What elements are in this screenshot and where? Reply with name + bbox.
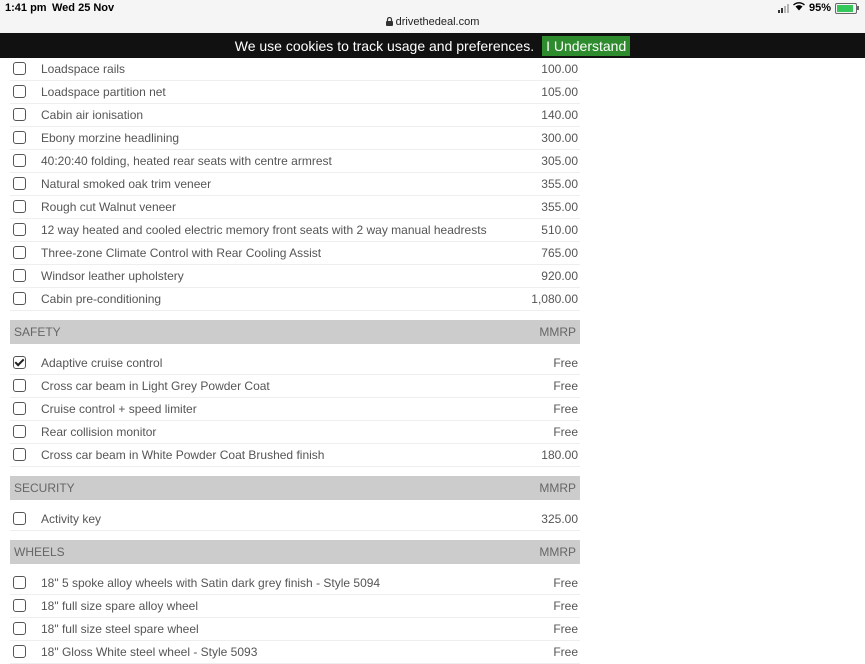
- option-label: Cross car beam in Light Grey Powder Coat: [41, 379, 270, 393]
- option-row[interactable]: [10, 127, 580, 150]
- checkbox[interactable]: [13, 448, 26, 461]
- option-row[interactable]: [10, 444, 580, 467]
- option-row[interactable]: [10, 421, 580, 444]
- section-title: SAFETY: [14, 325, 61, 339]
- checkbox[interactable]: [13, 645, 26, 658]
- wifi-icon: [793, 2, 805, 14]
- status-date: Wed 25 Nov: [52, 2, 115, 14]
- option-label: Rear collision monitor: [41, 425, 157, 439]
- wheels-section-header: [10, 540, 580, 564]
- option-row[interactable]: [10, 219, 580, 242]
- option-price: Free: [553, 425, 578, 439]
- option-label: 18" full size steel spare wheel: [41, 622, 199, 636]
- option-label: Windsor leather upholstery: [41, 269, 184, 283]
- checkbox[interactable]: [13, 269, 26, 282]
- option-label: 18" 5 spoke alloy wheels with Satin dark grey finish - Style 5094: [41, 576, 381, 590]
- option-label: 18" full size spare alloy wheel: [41, 599, 199, 613]
- option-label: Cross car beam in White Powder Coat Brushed finish: [41, 448, 325, 462]
- option-price: Free: [553, 379, 578, 393]
- status-time: 1:41 pm: [5, 2, 47, 14]
- checkbox[interactable]: [13, 85, 26, 98]
- option-price: 765.00: [541, 246, 578, 260]
- checkbox[interactable]: [13, 200, 26, 213]
- option-row[interactable]: [10, 595, 580, 618]
- checkbox[interactable]: [13, 246, 26, 259]
- option-price: 1,080.00: [531, 292, 578, 306]
- option-price: 105.00: [541, 85, 578, 99]
- cookie-message: We use cookies to track usage and preferences.: [234, 37, 535, 54]
- option-row[interactable]: [10, 265, 580, 288]
- option-label: 12 way heated and cooled electric memory front seats with 2 way manual headrests: [41, 223, 487, 237]
- option-label: Rough cut Walnut veneer: [41, 200, 176, 214]
- safety-section-header: [10, 320, 580, 344]
- option-price: 180.00: [541, 448, 578, 462]
- option-row[interactable]: [10, 508, 580, 531]
- checkbox[interactable]: [13, 379, 26, 392]
- status-bar: [0, 0, 865, 33]
- option-price: 140.00: [541, 108, 578, 122]
- section-title: WHEELS: [14, 545, 65, 559]
- option-price: 920.00: [541, 269, 578, 283]
- option-label: Loadspace rails: [41, 62, 126, 76]
- checkbox[interactable]: [13, 131, 26, 144]
- cookie-accept-button[interactable]: I Understand: [542, 36, 630, 56]
- section-price-column: MMRP: [539, 545, 576, 559]
- option-label: Natural smoked oak trim veneer: [41, 177, 212, 191]
- option-label: 18" Gloss White steel wheel - Style 5093: [41, 645, 258, 659]
- option-row[interactable]: [10, 58, 580, 81]
- option-row[interactable]: [10, 150, 580, 173]
- option-row[interactable]: [10, 242, 580, 265]
- checkbox[interactable]: [13, 425, 26, 438]
- option-row[interactable]: [10, 288, 580, 311]
- option-row[interactable]: [10, 196, 580, 219]
- security-section-header: [10, 476, 580, 500]
- signal-icon: [778, 4, 789, 13]
- option-price: 510.00: [541, 223, 578, 237]
- option-row[interactable]: [10, 375, 580, 398]
- option-price: 355.00: [541, 200, 578, 214]
- option-row[interactable]: [10, 398, 580, 421]
- address-bar[interactable]: [0, 16, 865, 29]
- cookie-banner: [0, 33, 865, 58]
- option-label: Three-zone Climate Control with Rear Cooling Assist: [41, 246, 322, 260]
- option-price: 100.00: [541, 62, 578, 76]
- checkbox[interactable]: [13, 223, 26, 236]
- option-price: 325.00: [541, 512, 578, 526]
- option-price: Free: [553, 645, 578, 659]
- option-label: Activity key: [41, 512, 102, 526]
- option-label: Cruise control + speed limiter: [41, 402, 197, 416]
- option-price: Free: [553, 576, 578, 590]
- checkbox[interactable]: [13, 154, 26, 167]
- checkbox[interactable]: [13, 402, 26, 415]
- option-price: 300.00: [541, 131, 578, 145]
- checkbox[interactable]: [13, 292, 26, 305]
- section-price-column: MMRP: [539, 481, 576, 495]
- checkbox[interactable]: [13, 177, 26, 190]
- checkbox[interactable]: [13, 599, 26, 612]
- checkbox[interactable]: [13, 512, 26, 525]
- option-label: 40:20:40 folding, heated rear seats with centre armrest: [41, 154, 332, 168]
- option-price: 305.00: [541, 154, 578, 168]
- checkbox[interactable]: [13, 108, 26, 121]
- option-row[interactable]: [10, 641, 580, 664]
- checkbox-checked[interactable]: [13, 356, 26, 369]
- url-text: drivethedeal.com: [395, 16, 480, 28]
- section-price-column: MMRP: [539, 325, 576, 339]
- option-row[interactable]: [10, 618, 580, 641]
- option-price: Free: [553, 356, 578, 370]
- battery-icon: [835, 3, 857, 14]
- checkbox[interactable]: [13, 622, 26, 635]
- battery-percent: 95%: [808, 2, 831, 14]
- option-row[interactable]: [10, 572, 580, 595]
- checkbox[interactable]: [13, 62, 26, 75]
- option-label: Cabin air ionisation: [41, 108, 144, 122]
- option-label: Ebony morzine headlining: [41, 131, 180, 145]
- options-list: [10, 58, 580, 664]
- option-row[interactable]: [10, 352, 580, 375]
- checkbox[interactable]: [13, 576, 26, 589]
- option-price: 355.00: [541, 177, 578, 191]
- lock-icon: [386, 17, 393, 29]
- option-label: Cabin pre-conditioning: [41, 292, 162, 306]
- section-title: SECURITY: [14, 481, 75, 495]
- option-row[interactable]: [10, 81, 580, 104]
- option-price: Free: [553, 622, 578, 636]
- option-row[interactable]: [10, 173, 580, 196]
- option-label: Loadspace partition net: [41, 85, 166, 99]
- option-price: Free: [553, 599, 578, 613]
- option-row[interactable]: [10, 104, 580, 127]
- option-price: Free: [553, 402, 578, 416]
- option-label: Adaptive cruise control: [41, 356, 163, 370]
